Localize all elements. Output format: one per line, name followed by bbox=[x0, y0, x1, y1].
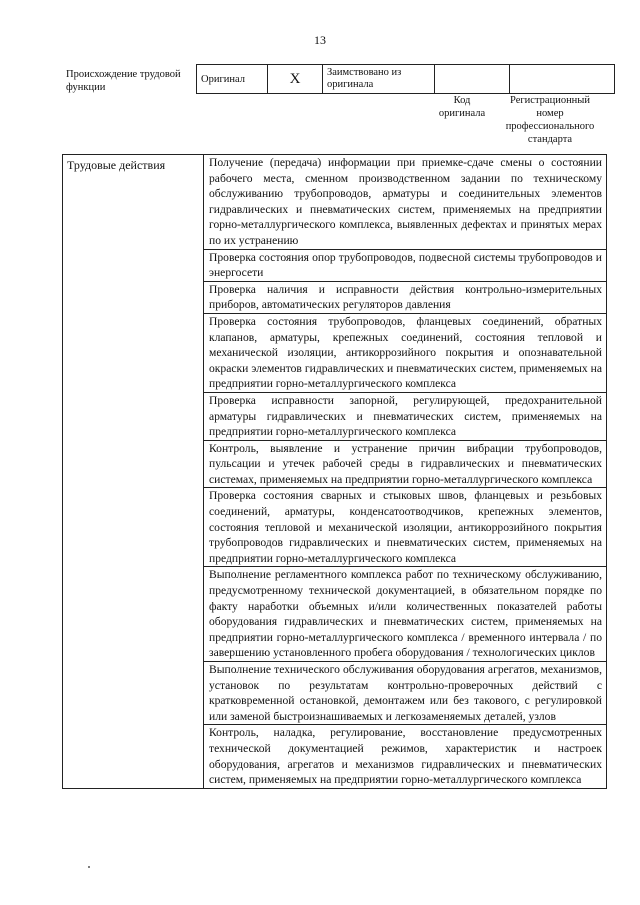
labor-action-item: Проверка состояния трубопроводов, фланцевых соединений, обратных клапанов, арматуры, крепежных соединений, состояния тепловой и механической изоляции, антикоррозийного покрытия и опознавательной окраски элементов гидравлических и пневматических систем, применяемых на предприятии горно-металлургического комплекса bbox=[204, 314, 606, 393]
borrowed-cell: Заимствовано из оригинала bbox=[323, 65, 435, 94]
page-number: 13 bbox=[314, 33, 326, 47]
labor-action-item: Проверка исправности запорной, регулирующей, предохранительной арматуры гидравлических и пневматических систем, применяемых на предприятии горно-металлургического комплекса bbox=[204, 393, 606, 441]
origin-table bbox=[196, 64, 615, 94]
original-cell: Оригинал bbox=[197, 65, 268, 94]
labor-action-item: Контроль, выявление и устранение причин вибрации трубопроводов, пульсации и утечек рабочей среды в гидравлических и пневматических системах, применяемых на предприятии горно-металлургического комплекса bbox=[204, 441, 606, 489]
labor-actions-table bbox=[62, 154, 607, 789]
labor-action-item: Выполнение регламентного комплекса работ по техническому обслуживанию, предусмотренному технической документацией, в обязательном порядке по факту наработки объемных и/или количественных показателей работы оборудования гидравлических и пневматических систем, применяемых на предприятии горно-металлургического комплекса / временного интервала / по завершению установленного пробега оборудования / технологических циклов bbox=[204, 567, 606, 662]
labor-action-item: Проверка наличия и исправности действия контрольно-измерительных приборов, автоматических регуляторов давления bbox=[204, 282, 606, 314]
labor-action-item: Выполнение технического обслуживания оборудования агрегатов, механизмов, установок по результатам контрольно-проверочных действий с кратковременной остановкой, демонтажем или без такового, с регулировкой или заменой быстроизнашиваемых и легкозаменяемых деталей, узлов bbox=[204, 662, 606, 725]
labor-action-item: Контроль, наладка, регулирование, восстановление предусмотренных технической документацией режимов, характеристик и настроек оборудования, агрегатов и механизмов гидравлических и пневматических систем, применяемых на предприятии горно-металлургического комплекса bbox=[209, 726, 602, 787]
origin-label: Происхождение трудовой функции bbox=[66, 69, 181, 93]
labor-action-item: Получение (передача) информации при приемке-сдаче смены о состоянии рабочего места, сменном производственном задании по техническому обслуживанию трубопроводов, арматуры и соединительных элементов гидравлических и пневматических систем, применяемых на предприятии горно-металлургического комплекса, выявленных дефектах и принятых мерах по их устранению bbox=[204, 155, 606, 250]
scan-speck bbox=[88, 866, 90, 868]
code-cell bbox=[435, 65, 510, 94]
original-mark: X bbox=[268, 65, 323, 94]
reg-number-caption: Регистрационный номер профессионального стандарта bbox=[505, 95, 595, 145]
labor-action-item: Проверка состояния сварных и стыковых швов, фланцевых и резьбовых соединений, арматуры, конденсатоотводчиков, крепежных элементов, состояния тепловой и механической изоляции, антикоррозийного покрытия трубопроводов гидравлических и пневматических систем, применяемых на предприятии горно-металлургического комплекса bbox=[204, 488, 606, 567]
code-caption: Код оригинала bbox=[438, 95, 486, 119]
reg-number-cell bbox=[510, 65, 615, 94]
labor-action-item: Проверка состояния опор трубопроводов, подвесной системы трубопроводов и энергосети bbox=[204, 250, 606, 282]
labor-actions-label: Трудовые действия bbox=[63, 155, 204, 789]
labor-actions-list bbox=[204, 155, 607, 789]
